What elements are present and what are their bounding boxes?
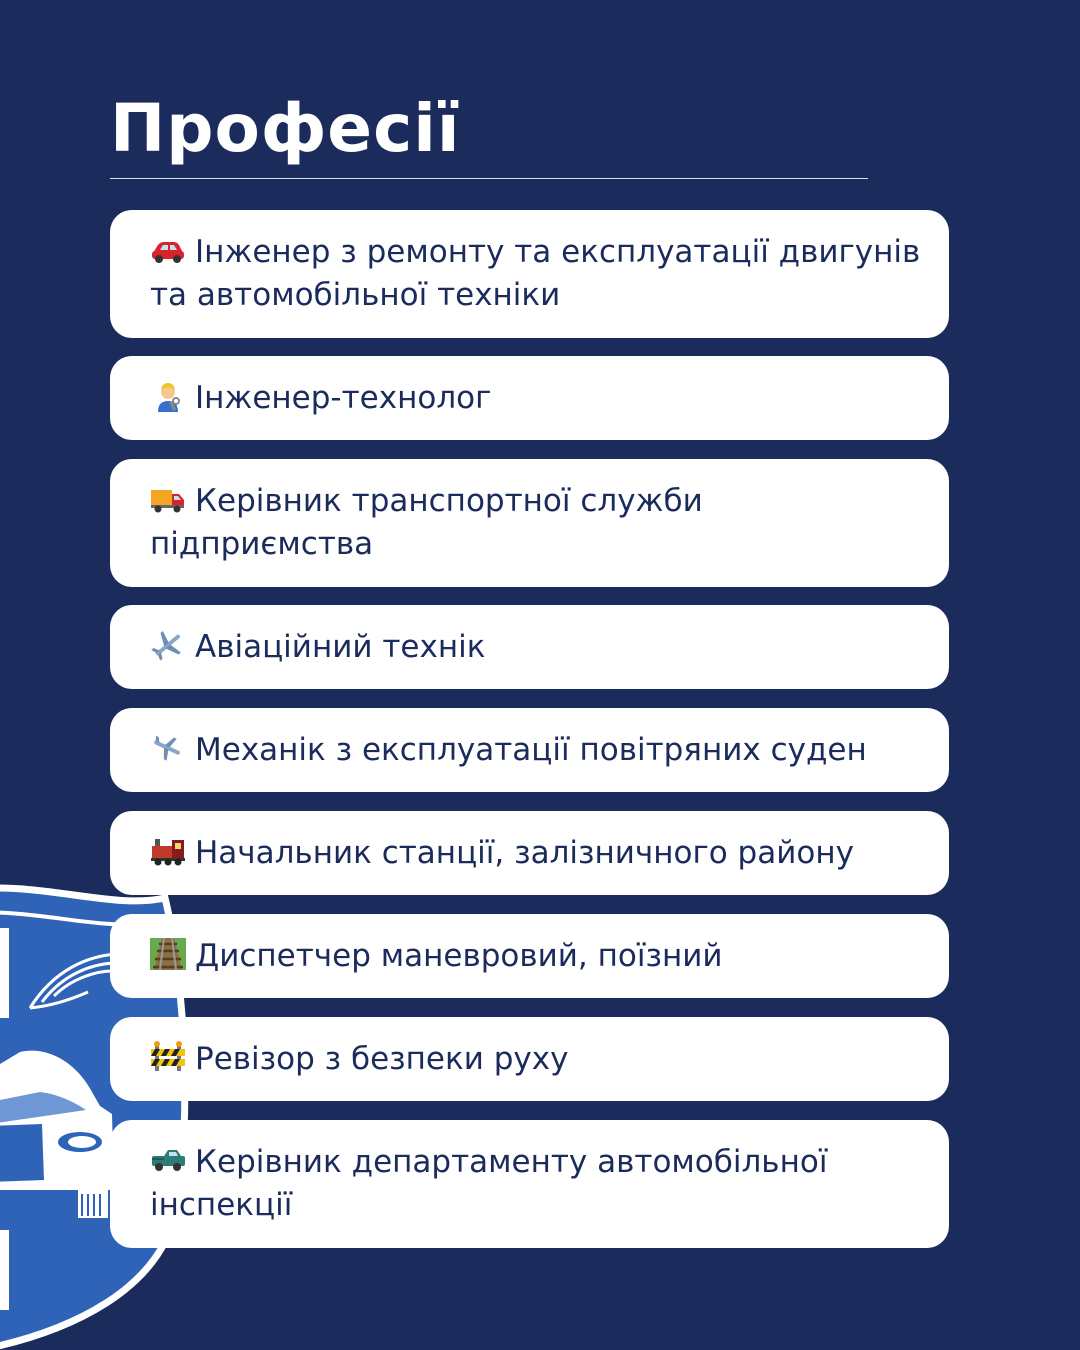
profession-label: Ревізор з безпеки руху: [195, 1040, 569, 1077]
delivery-truck-icon: [150, 483, 186, 515]
page-title: Професії: [110, 90, 461, 167]
locomotive-icon: [150, 835, 186, 867]
profession-label: Начальник станції, залізничного району: [195, 834, 854, 871]
profession-card-aircraft-mechanic: [110, 708, 949, 792]
red-car-icon: [150, 234, 186, 266]
profession-label: Керівник департаменту автомобільної інспекції: [150, 1144, 828, 1223]
emblem-bar: [0, 928, 9, 1018]
profession-card-auto-engineer: [110, 210, 949, 338]
profession-card-inspection-head: [110, 1120, 949, 1248]
emblem-bar-bottom: [0, 1230, 9, 1310]
profession-label: Інженер з ремонту та експлуатації двигунів та автомобільної техніки: [150, 234, 921, 313]
profession-card-safety-inspector: [110, 1017, 949, 1101]
profession-card-aviation-tech: [110, 605, 949, 689]
mechanic-icon: [150, 380, 186, 412]
profession-label: Авіаційний технік: [195, 628, 486, 665]
airplane-icon: [150, 629, 186, 661]
profession-card-process-engineer: [110, 356, 949, 440]
profession-label: Диспетчер маневровий, поїзний: [195, 937, 723, 974]
profession-label: Інженер-технолог: [195, 379, 492, 416]
railway-track-icon: [150, 938, 186, 970]
profession-label: Керівник транспортної служби підприємства: [150, 483, 703, 562]
airplane-departure-icon: [150, 732, 186, 764]
profession-card-transport-head: [110, 459, 949, 587]
title-divider: [110, 178, 868, 179]
construction-barrier-icon: [150, 1041, 186, 1073]
profession-label: Механік з експлуатації повітряних суден: [195, 731, 867, 768]
profession-card-dispatcher: [110, 914, 949, 998]
pickup-truck-icon: [150, 1144, 186, 1176]
profession-card-station-head: [110, 811, 949, 895]
